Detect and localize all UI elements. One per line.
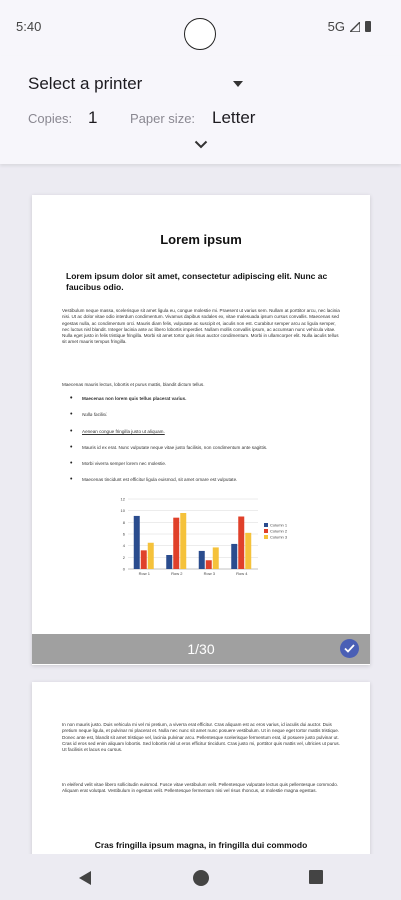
network-label: 5G bbox=[327, 19, 345, 34]
y-tick-label: 4 bbox=[122, 543, 125, 549]
chart-bar bbox=[245, 533, 251, 569]
y-tick-label: 0 bbox=[122, 566, 125, 572]
preview-page-2[interactable] bbox=[32, 682, 370, 854]
printer-select[interactable] bbox=[28, 72, 243, 96]
paper-size-label: Paper size: bbox=[130, 111, 196, 126]
page-paragraph: In non mauris justo. Duis vehicula mi vel mi pretium, a viverra erat efficitur. Cras aliquam est ac eros varius, id iaculis dui auctor. Duis pretium neque ligula, et pulvinar mi placerat et. Nulla nec nunc sit amet nunc posuere vestibulum. Ut in neque eget tortor mattis tristique. Donec ante est, blandit sit amet tristique vel, lacinia pulvinar arcu. Pellentesque scelerisque fermentum erat, id posuere justo pulvinar ut. Cras id eros sed enim aliquam lobortis. Sed lobortis nisl ut eros efficitur tincidunt. Cras justo mi, porttitor quis mattis vel, ultricies ut purus. Ut facilisis et lacus eu cursus. bbox=[62, 722, 340, 753]
x-tick-label: Row 1 bbox=[138, 571, 150, 576]
camera-cutout bbox=[184, 18, 216, 50]
page-counter: 1/30 bbox=[187, 641, 215, 657]
list-item: • Morbi viverra semper lorem nec molestie. bbox=[70, 461, 342, 467]
y-tick-label: 12 bbox=[120, 496, 125, 502]
preview-page-1[interactable] bbox=[32, 195, 370, 665]
signal-icon bbox=[350, 22, 360, 32]
bullet-list bbox=[70, 396, 342, 494]
legend-swatch bbox=[264, 523, 268, 527]
page-paragraph: Maecenas mauris lectus, lobortis et purus mattis, blandit dictum tellus. bbox=[62, 382, 205, 387]
page-heading: Cras fringilla ipsum magna, in fringilla dui commodo bbox=[94, 840, 308, 850]
status-bar bbox=[0, 0, 401, 56]
y-tick-label: 10 bbox=[120, 508, 125, 514]
legend-entry: Column 1 bbox=[270, 522, 288, 528]
list-item: • Nulla facilisi. bbox=[70, 412, 342, 418]
list-item: • Aenean congue fringilla justo ut aliquam. bbox=[70, 429, 342, 435]
y-tick-label: 8 bbox=[122, 519, 125, 525]
chart-bar bbox=[199, 551, 205, 569]
status-icons bbox=[328, 19, 371, 34]
expand-options-icon[interactable] bbox=[194, 140, 208, 149]
legend-swatch bbox=[264, 529, 268, 533]
page-footer bbox=[32, 634, 370, 664]
status-time: 5:40 bbox=[16, 19, 42, 34]
bar-chart bbox=[114, 495, 309, 587]
chart-bar bbox=[173, 518, 179, 569]
list-item: • Mauris id ex erat. Nunc vulputate neque vitae justo facilisis, non condimentum ante sagittis. bbox=[70, 445, 342, 451]
printer-select-label: Select a printer bbox=[28, 74, 143, 93]
list-item: • Maecenas non lorem quis tellus placerat varius. bbox=[70, 396, 342, 402]
print-options-header bbox=[0, 56, 401, 164]
x-tick-label: Row 4 bbox=[236, 571, 248, 576]
dropdown-arrow-icon bbox=[233, 81, 243, 87]
chart-bar bbox=[166, 555, 172, 569]
chart-bar bbox=[231, 544, 237, 569]
list-item: • Maecenas tincidunt est efficitur ligula euismod, sit amet ornare est vulputate. bbox=[70, 477, 342, 483]
page-paragraph: Vestibulum neque massa, scelerisque sit amet ligula eu, congue molestie mi. Praesent ut varius sem. Nullam at porttitor arcu, nec lacinia nisi. Ut ac dolor vitae odio interdum condimentum. Vivamus dapibus sodales ex, vitae malesuada ipsum cursus convallis. Maecenas sed egestas nulla, ac condimentum orci. Mauris diam felis, vulputate ac suscipit et, iaculis non est. Curabitur semper arcu ac ligula semper, nec luctus nisl blandit. Integer lacinia ante ac libero lobortis imperdiet. Nullam mollis convallis ipsum, ac accumsan nunc vehicula vitae. Nulla eget justo in felis tristique fringilla. Morbi sit amet tortor quis risus auctor condimentum. Morbi in ullamcorper elit. Nulla iaculis tellus sit amet mauris tempus fringilla. bbox=[62, 308, 340, 345]
page-subtitle: Lorem ipsum dolor sit amet, consectetur adipiscing elit. Nunc ac faucibus odio. bbox=[66, 271, 328, 292]
battery-icon bbox=[365, 21, 371, 32]
y-tick-label: 2 bbox=[122, 554, 125, 560]
page-paragraph: In eleifend velit vitae libero sollicitudin euismod. Fusce vitae vestibulum velit. Pellentesque vulputate lectus quis pellentesque commodo. Aliquam erat volutpat. Vestibulum in egestas velit. Pellentesque fermentum nisi vel risus rhoncus, ut molestie magna egestas. bbox=[62, 782, 339, 794]
x-tick-label: Row 3 bbox=[203, 571, 215, 576]
chart-bar bbox=[148, 543, 154, 569]
home-icon[interactable] bbox=[193, 870, 209, 886]
recent-apps-icon[interactable] bbox=[309, 870, 323, 884]
print-preview[interactable] bbox=[0, 164, 401, 854]
page-title: Lorem ipsum bbox=[160, 232, 242, 247]
chart-bar bbox=[134, 516, 140, 569]
chart-bar bbox=[141, 550, 147, 569]
chart-bar bbox=[213, 547, 219, 569]
copies-label: Copies: bbox=[28, 111, 73, 126]
navigation-bar bbox=[0, 854, 401, 900]
legend-entry: Column 2 bbox=[270, 528, 288, 534]
paper-size-select[interactable]: Letter bbox=[212, 108, 256, 127]
chart-bar bbox=[206, 560, 212, 569]
x-tick-label: Row 2 bbox=[171, 571, 183, 576]
legend-swatch bbox=[264, 535, 268, 539]
chart-bar bbox=[238, 517, 244, 570]
legend-entry: Column 3 bbox=[270, 534, 288, 540]
copies-input[interactable]: 1 bbox=[88, 108, 98, 127]
back-icon[interactable] bbox=[78, 870, 92, 886]
page-selected-check-icon[interactable] bbox=[340, 639, 359, 658]
chart-bar bbox=[180, 513, 186, 569]
y-tick-label: 6 bbox=[122, 531, 125, 537]
